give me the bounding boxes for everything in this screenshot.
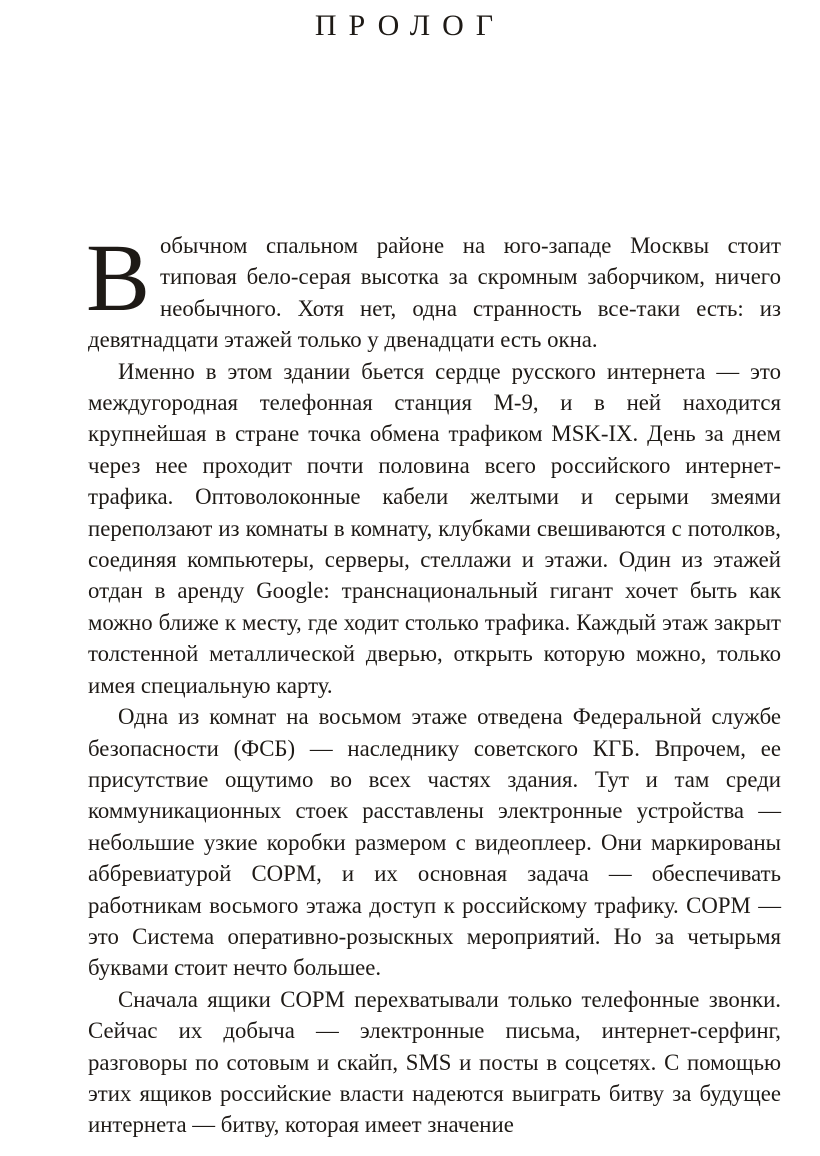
- chapter-title: ПРОЛОГ: [314, 9, 506, 42]
- drop-cap: В: [86, 224, 151, 331]
- paragraph-2: Именно в этом здании бьется сердце русского интернета — это междугородная телефонная станция М-9, и в ней находится крупнейшая в стране точка обмена трафиком MSK-IX. День за днем через нее проходит почти половина всего российского интернет-трафика. Оптоволоконные кабели желтыми и серыми змеями переползают из комнаты в комнату, клубками свешиваются с потолков, соединяя компьютеры, серверы, стеллажи и этажи. Один из этажей отдан в аренду Google: транснациональный гигант хочет быть как можно ближе к месту, где ходит столько трафика. Каждый этаж закрыт толстенной металлической дверью, открыть которую можно, только имея специальную карту.: [88, 358, 781, 698]
- body-text: [86, 224, 781, 1141]
- paragraph-3: Одна из комнат на восьмом этаже отведена Федеральной службе безопасности (ФСБ) — наследнику советского КГБ. Впрочем, ее присутствие ощутимо во всех частях здания. Тут и там среди коммуникационных стоек расставлены электронные устройства — небольшие узкие коробки размером с видеоплеер. Они маркированы аббревиатурой СОРМ, и их основная задача — обеспечивать работникам восьмого этажа доступ к российскому трафику. СОРМ — это Система оперативно-розыскных мероприятий. Но за четырьмя буквами стоит нечто большее.: [88, 704, 781, 981]
- paragraph-4: Сначала ящики СОРМ перехватывали только телефонные звонки. Сейчас их добыча — электронные письма, интернет-серфинг, разговоры по сотовым и скайп, SMS и посты в соцсетях. С помощью этих ящиков российские власти надеются выиграть битву за будущее интернета — битву, которая имеет значение: [88, 986, 781, 1138]
- paragraph-1: [86, 224, 781, 356]
- paragraph-1-text: обычном спальном районе на юго-западе Москвы стоит типовая бело-серая высотка за скромным заборчиком, ничего необычного. Хотя нет, одна странность все-таки есть: из девятнадцати этажей только у двенадцати есть окна.: [88, 233, 781, 353]
